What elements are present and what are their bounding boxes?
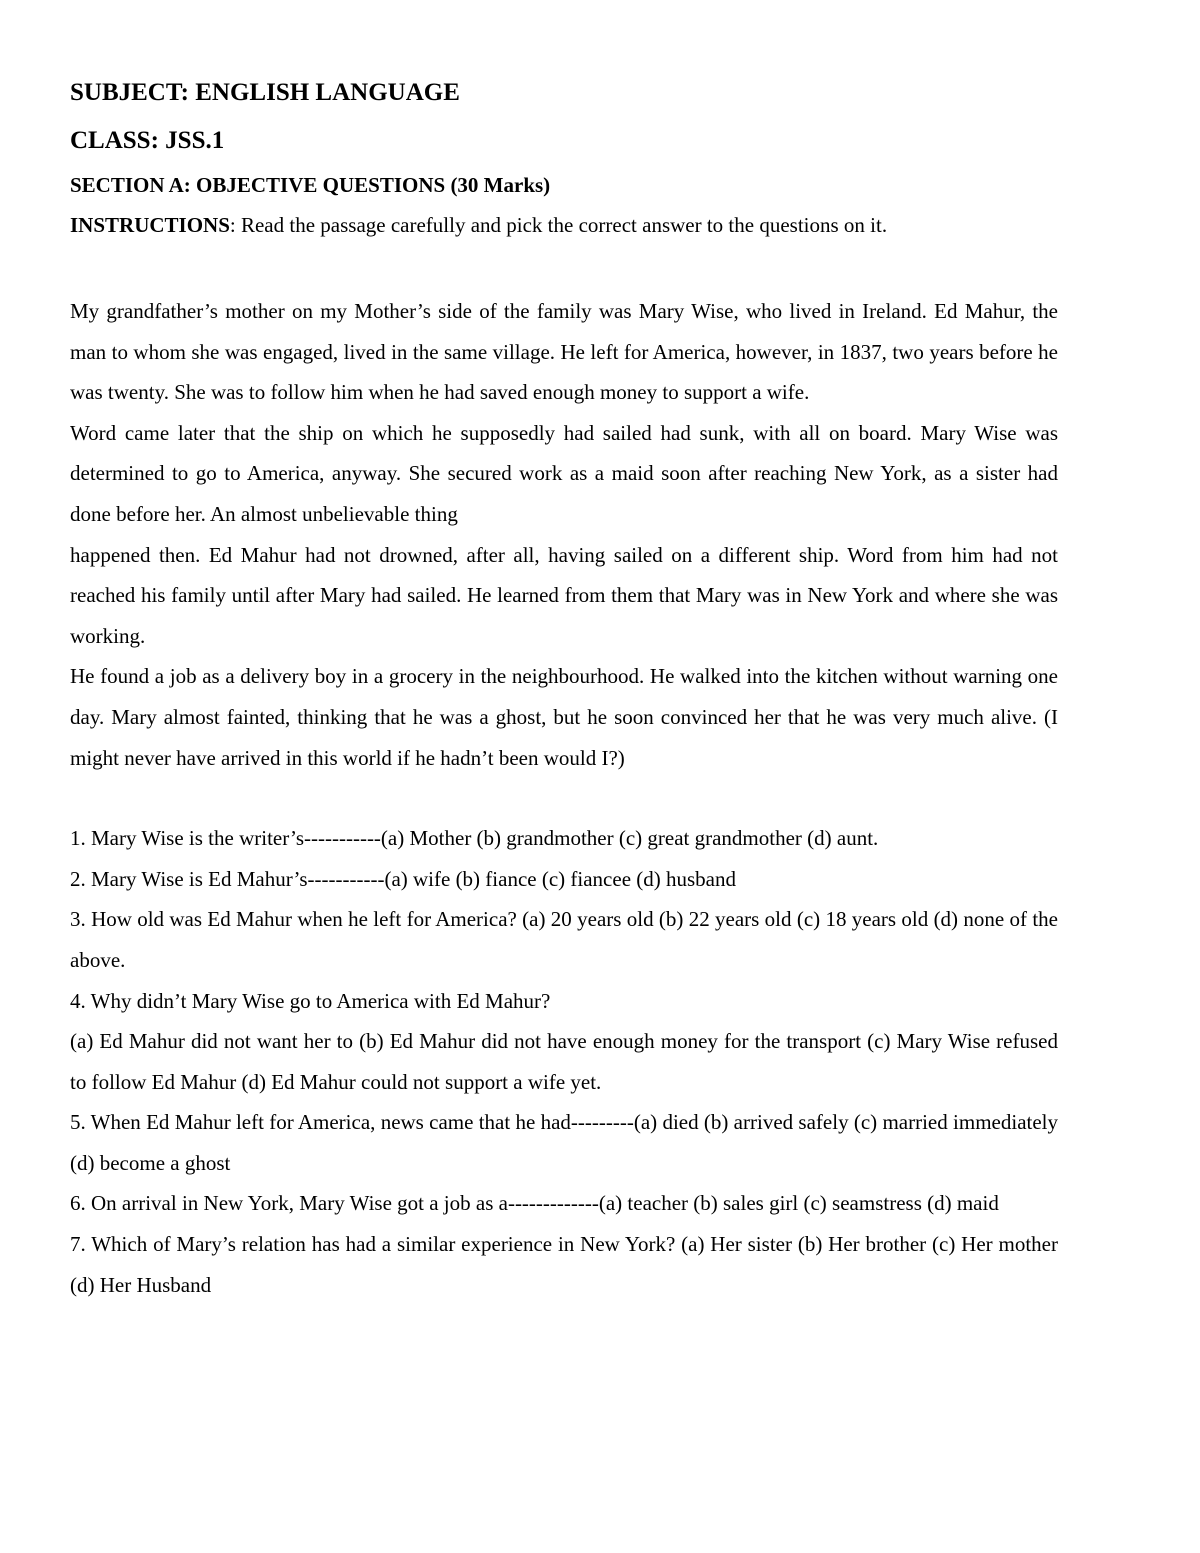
section-heading: SECTION A: OBJECTIVE QUESTIONS (30 Marks) [70, 173, 551, 197]
class-heading: CLASS: JSS.1 [70, 127, 225, 154]
comprehension-passage [70, 291, 1058, 778]
instructions-label: INSTRUCTIONS [70, 213, 230, 237]
instructions [70, 210, 1058, 240]
question-item: 4. Why didn’t Mary Wise go to America with Ed Mahur? [70, 988, 551, 1013]
question-item: 6. On arrival in New York, Mary Wise got a job as a-------------(a) teacher (b) sales girl (c) seamstress (d) maid [70, 1191, 999, 1216]
question-item: 5. When Ed Mahur left for America, news came that he had---------(a) died (b) arrived safely (c) married immediately (d) become a ghost [70, 1110, 1058, 1175]
question-item: 3. How old was Ed Mahur when he left for America? (a) 20 years old (b) 22 years old (c) 18 years old (d) none of the above. [70, 907, 1058, 972]
question-item: 1. Mary Wise is the writer’s-----------(a) Mother (b) grandmother (c) great grandmother (d) aunt. [70, 826, 879, 851]
subject-heading: SUBJECT: ENGLISH LANGUAGE [70, 79, 460, 106]
passage-paragraph: He found a job as a delivery boy in a grocery in the neighbourhood. He walked into the kitchen without warning one day. Mary almost fainted, thinking that he was a ghost, but he soon convinced her that he was very much alive. (I might never have arrived in this world if he hadn’t been would I?) [70, 664, 1058, 770]
passage-paragraph: My grandfather’s mother on my Mother’s side of the family was Mary Wise, who lived in Ireland. Ed Mahur, the man to whom she was engaged, lived in the same village. He left for America, however, in 1837, two years before he was twenty. She was to follow him when he had saved enough money to support a wife. [70, 299, 1058, 405]
passage-paragraph: happened then. Ed Mahur had not drowned, after all, having sailed on a different ship. Word from him had not reached his family until after Mary had sailed. He learned from them that Mary was in New York and where she was working. [70, 542, 1058, 648]
question-item: 7. Which of Mary’s relation has had a similar experience in New York? (a) Her sister (b) Her brother (c) Her mother (d) Her Husband [70, 1232, 1058, 1297]
question-options: (a) Ed Mahur did not want her to (b) Ed Mahur did not have enough money for the transport (c) Mary Wise refused to follow Ed Mahur (d) Ed Mahur could not support a wife yet. [70, 1029, 1058, 1094]
question-item: 2. Mary Wise is Ed Mahur’s-----------(a) wife (b) fiance (c) fiancee (d) husband [70, 866, 736, 891]
instructions-text: : Read the passage carefully and pick the correct answer to the questions on it. [229, 213, 888, 237]
document-page [70, 76, 1058, 1305]
passage-paragraph: Word came later that the ship on which he supposedly had sailed had sunk, with all on board. Mary Wise was determined to go to America, anyway. She secured work as a maid soon after reaching New York, as a sister had done before her. An almost unbelievable thing [70, 420, 1058, 526]
question-list [70, 818, 1058, 1305]
